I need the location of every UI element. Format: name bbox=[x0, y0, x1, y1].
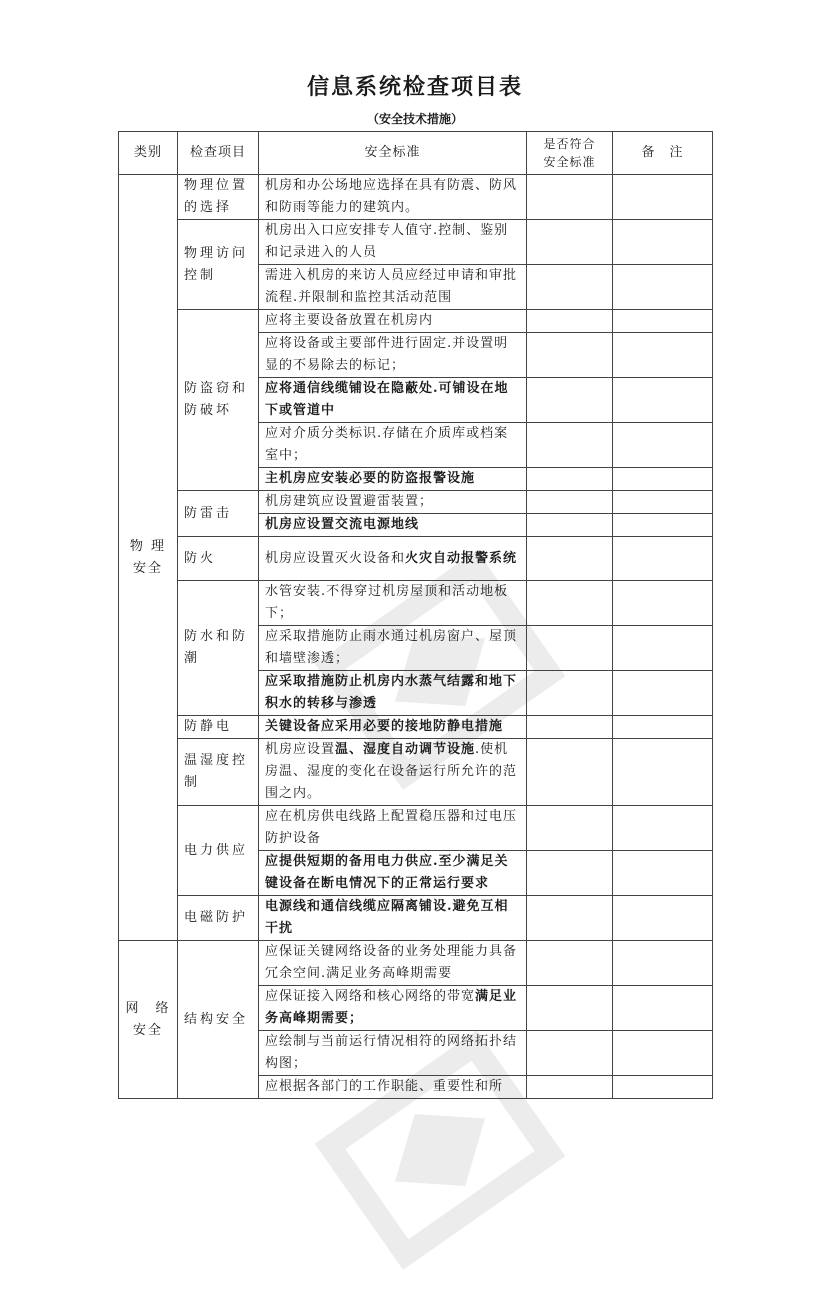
standard-text: 应保证关键网络设备的业务处理能力具备冗余空间.满足业务高峰期需要 bbox=[265, 944, 518, 981]
check-item-cell: 结构安全 bbox=[178, 941, 259, 1099]
inspection-table bbox=[118, 131, 713, 1099]
standard-text: 温、湿度自动调节设施 bbox=[335, 742, 476, 757]
header-standard: 安全标准 bbox=[259, 132, 527, 175]
standard-text: 应将通信线缆铺设在隐蔽处.可铺设在地下或管道中 bbox=[265, 381, 509, 418]
standard-text: 应将主要设备放置在机房内 bbox=[265, 313, 434, 328]
compliance-cell[interactable] bbox=[527, 626, 613, 671]
check-item-cell: 物理访问控制 bbox=[178, 220, 259, 310]
standard-cell bbox=[259, 175, 527, 220]
standard-text: 机房和办公场地应选择在具有防震、防风和防雨等能力的建筑内。 bbox=[265, 178, 518, 215]
table-row bbox=[119, 491, 713, 514]
standard-cell bbox=[259, 716, 527, 739]
table-row bbox=[119, 581, 713, 626]
standard-text: .使机房温、湿度的变化在设备运行所允许的范围之内。 bbox=[265, 742, 518, 801]
standard-cell bbox=[259, 468, 527, 491]
standard-cell bbox=[259, 220, 527, 265]
remark-cell[interactable] bbox=[613, 423, 713, 468]
standard-cell bbox=[259, 310, 527, 333]
standard-cell bbox=[259, 739, 527, 806]
compliance-cell[interactable] bbox=[527, 671, 613, 716]
table-row bbox=[119, 537, 713, 581]
check-item-cell: 电磁防护 bbox=[178, 896, 259, 941]
standard-text: 应在机房供电线路上配置稳压器和过电压防护设备 bbox=[265, 809, 518, 846]
compliance-cell[interactable] bbox=[527, 468, 613, 491]
standard-text: 应采取措施防止机房内水蒸气结露和地下积水的转移与渗透 bbox=[265, 674, 518, 711]
standard-cell bbox=[259, 851, 527, 896]
standard-text: 机房出入口应安排专人值守.控制、鉴别和记录进入的人员 bbox=[265, 223, 509, 260]
table-row bbox=[119, 806, 713, 851]
standard-cell bbox=[259, 806, 527, 851]
standard-cell bbox=[259, 265, 527, 310]
standard-text: 电源线和通信线缆应隔离铺设.避免互相干扰 bbox=[265, 899, 509, 936]
standard-cell bbox=[259, 491, 527, 514]
category-cell: 物 理 安全 bbox=[119, 175, 178, 941]
table-row bbox=[119, 739, 713, 806]
compliance-cell[interactable] bbox=[527, 220, 613, 265]
table-row bbox=[119, 220, 713, 265]
standard-cell bbox=[259, 1076, 527, 1099]
standard-cell bbox=[259, 671, 527, 716]
standard-cell bbox=[259, 1031, 527, 1076]
remark-cell[interactable] bbox=[613, 333, 713, 378]
standard-text: 应对介质分类标识.存储在介质库或档案室中； bbox=[265, 426, 509, 463]
check-item-cell: 防盗窃和防破坏 bbox=[178, 310, 259, 491]
table-row bbox=[119, 716, 713, 739]
standard-text: 应绘制与当前运行情况相符的网络拓扑结构图； bbox=[265, 1034, 518, 1071]
remark-cell[interactable] bbox=[613, 1076, 713, 1099]
page-subtitle: （安全技术措施） bbox=[366, 112, 463, 126]
standard-cell bbox=[259, 626, 527, 671]
remark-cell[interactable] bbox=[613, 626, 713, 671]
compliance-cell[interactable] bbox=[527, 739, 613, 806]
remark-cell[interactable] bbox=[613, 265, 713, 310]
remark-cell[interactable] bbox=[613, 671, 713, 716]
compliance-cell[interactable] bbox=[527, 537, 613, 581]
remark-cell[interactable] bbox=[613, 806, 713, 851]
remark-cell[interactable] bbox=[613, 1031, 713, 1076]
standard-cell bbox=[259, 514, 527, 537]
compliance-cell[interactable] bbox=[527, 310, 613, 333]
standard-text: 满足业务高峰期需要； bbox=[265, 989, 518, 1026]
standard-cell bbox=[259, 378, 527, 423]
compliance-cell[interactable] bbox=[527, 941, 613, 986]
header-compliance bbox=[527, 132, 613, 175]
check-item-cell: 防雷击 bbox=[178, 491, 259, 537]
table-row bbox=[119, 941, 713, 986]
remark-cell[interactable] bbox=[613, 468, 713, 491]
table-row bbox=[119, 896, 713, 941]
compliance-cell[interactable] bbox=[527, 423, 613, 468]
table-row bbox=[119, 175, 713, 220]
standard-text: 应保证接入网络和核心网络的带宽 bbox=[265, 989, 476, 1004]
remark-cell[interactable] bbox=[613, 175, 713, 220]
standard-cell bbox=[259, 581, 527, 626]
page-title: 信息系统检查项目表 bbox=[306, 75, 523, 100]
standard-text: 机房建筑应设置避雷装置； bbox=[265, 494, 434, 509]
table-row bbox=[119, 310, 713, 333]
standard-text: 主机房应安装必要的防盗报警设施 bbox=[265, 471, 476, 486]
standard-text: 机房应设置 bbox=[265, 742, 336, 757]
table-header-row bbox=[119, 132, 713, 175]
remark-cell[interactable] bbox=[613, 986, 713, 1031]
standard-text: 机房应设置灭火设备和 bbox=[265, 550, 406, 566]
check-item-cell: 防静电 bbox=[178, 716, 259, 739]
remark-cell[interactable] bbox=[613, 716, 713, 739]
standard-text: 机房应设置交流电源地线 bbox=[265, 517, 420, 532]
compliance-cell[interactable] bbox=[527, 333, 613, 378]
header-category: 类别 bbox=[119, 132, 178, 175]
standard-text: 应将设备或主要部件进行固定.并设置明显的不易除去的标记； bbox=[265, 336, 509, 373]
standard-text: 关键设备应采用必要的接地防静电措施 bbox=[265, 719, 504, 734]
compliance-cell[interactable] bbox=[527, 514, 613, 537]
compliance-cell[interactable] bbox=[527, 1031, 613, 1076]
compliance-cell[interactable] bbox=[527, 1076, 613, 1099]
standard-text: 应采取措施防止雨水通过机房窗户、屋顶和墙壁渗透； bbox=[265, 629, 518, 666]
compliance-cell[interactable] bbox=[527, 896, 613, 941]
compliance-cell[interactable] bbox=[527, 851, 613, 896]
header-remark: 备 注 bbox=[613, 132, 713, 175]
remark-cell[interactable] bbox=[613, 514, 713, 537]
compliance-cell[interactable] bbox=[527, 491, 613, 514]
compliance-cell[interactable] bbox=[527, 806, 613, 851]
remark-cell[interactable] bbox=[613, 220, 713, 265]
header-item: 检查项目 bbox=[178, 132, 259, 175]
check-item-cell: 电力供应 bbox=[178, 806, 259, 896]
remark-cell[interactable] bbox=[613, 941, 713, 986]
check-item-cell: 防火 bbox=[178, 537, 259, 581]
header-compliance-line1: 是否符合 bbox=[543, 137, 596, 151]
standard-text: 应提供短期的备用电力供应.至少满足关键设备在断电情况下的正常运行要求 bbox=[265, 854, 509, 891]
compliance-cell[interactable] bbox=[527, 716, 613, 739]
category-cell: 网 络 安全 bbox=[119, 941, 178, 1099]
check-item-cell: 物理位置的选择 bbox=[178, 175, 259, 220]
remark-cell[interactable] bbox=[613, 581, 713, 626]
compliance-cell[interactable] bbox=[527, 581, 613, 626]
remark-cell[interactable] bbox=[613, 537, 713, 581]
check-item-cell: 防水和防潮 bbox=[178, 581, 259, 716]
standard-cell bbox=[259, 941, 527, 986]
remark-cell[interactable] bbox=[613, 851, 713, 896]
standard-text: 需进入机房的来访人员应经过申请和审批流程.并限制和监控其活动范围 bbox=[265, 268, 518, 305]
compliance-cell[interactable] bbox=[527, 265, 613, 310]
remark-cell[interactable] bbox=[613, 378, 713, 423]
standard-cell bbox=[259, 537, 527, 581]
standard-text: 应根据各部门的工作职能、重要性和所 bbox=[265, 1079, 504, 1094]
compliance-cell[interactable] bbox=[527, 986, 613, 1031]
standard-cell bbox=[259, 423, 527, 468]
remark-cell[interactable] bbox=[613, 739, 713, 806]
compliance-cell[interactable] bbox=[527, 378, 613, 423]
standard-text: 水管安装.不得穿过机房屋顶和活动地板下； bbox=[265, 584, 509, 621]
standard-cell bbox=[259, 986, 527, 1031]
standard-text: 火灾自动报警系统 bbox=[405, 550, 518, 566]
table-body bbox=[119, 175, 713, 1099]
remark-cell[interactable] bbox=[613, 310, 713, 333]
remark-cell[interactable] bbox=[613, 491, 713, 514]
standard-cell bbox=[259, 896, 527, 941]
standard-cell bbox=[259, 333, 527, 378]
compliance-cell[interactable] bbox=[527, 175, 613, 220]
header-compliance-line2: 安全标准 bbox=[543, 155, 596, 169]
remark-cell[interactable] bbox=[613, 896, 713, 941]
check-item-cell: 温湿度控制 bbox=[178, 739, 259, 806]
